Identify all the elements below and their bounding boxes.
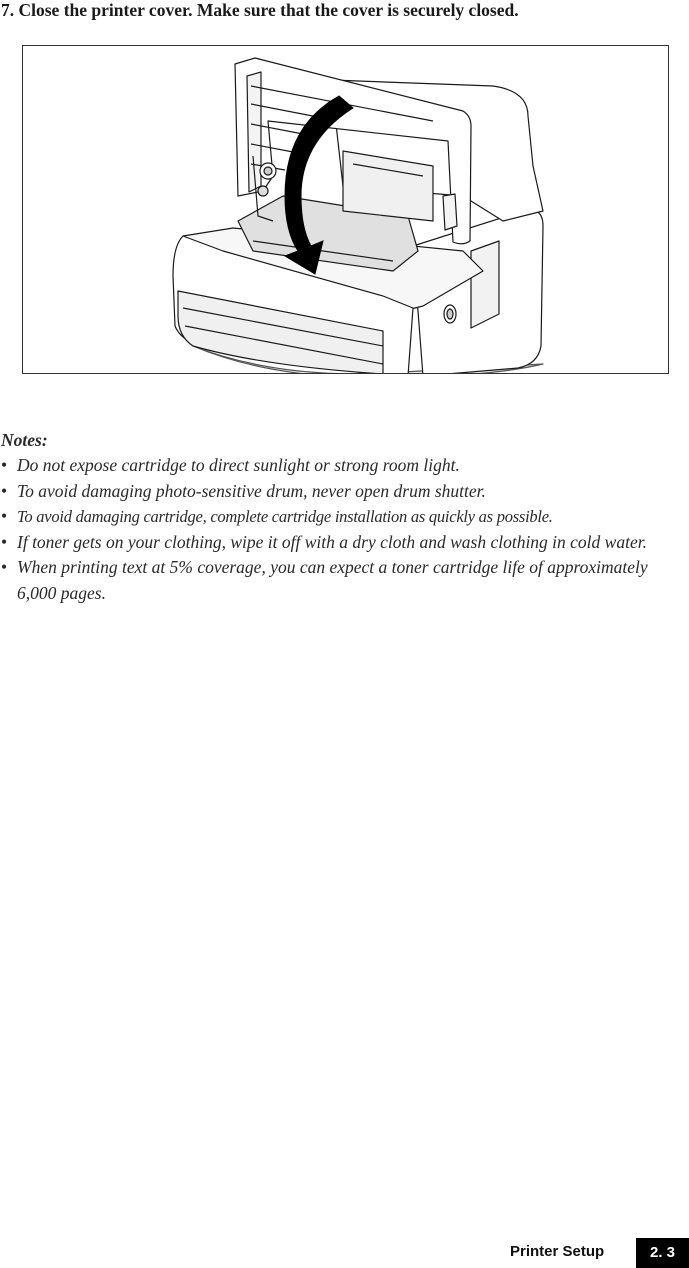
note-item — [1, 555, 687, 606]
page-number-badge: 2. 3 — [636, 1238, 689, 1268]
printer-right-panel — [471, 241, 499, 328]
bullet-icon: • — [1, 480, 8, 501]
printer-illustration-frame — [22, 45, 669, 374]
footer-section-label: Printer Setup — [510, 1243, 605, 1260]
step-heading: 7. Close the printer cover. Make sure that the cover is securely closed. — [1, 0, 519, 20]
bullet-icon: • — [1, 557, 8, 577]
notes-title: Notes: — [1, 430, 48, 450]
bullet-icon: • — [1, 531, 8, 552]
printer-cover-closing-illustration — [23, 46, 669, 374]
notes-list — [1, 453, 687, 606]
note-text: If toner gets on your clothing, wipe it off with a dry cloth and wash clothing in cold water. — [17, 531, 647, 552]
bullet-icon: • — [1, 455, 8, 475]
note-item — [1, 453, 687, 479]
note-text: To avoid damaging cartridge, complete cartridge installation as quickly as possible. — [17, 507, 553, 526]
note-item — [1, 530, 687, 556]
note-item — [1, 504, 687, 530]
bullet-icon: • — [1, 506, 8, 526]
notes-section — [1, 428, 687, 606]
note-item — [1, 479, 687, 505]
note-text: To avoid damaging photo-sensitive drum, never open drum shutter. — [17, 480, 486, 501]
note-text: When printing text at 5% coverage, you can expect a toner cartridge life of approximately 6,000 pages. — [17, 557, 648, 603]
note-text: Do not expose cartridge to direct sunlight or strong room light. — [17, 455, 460, 475]
